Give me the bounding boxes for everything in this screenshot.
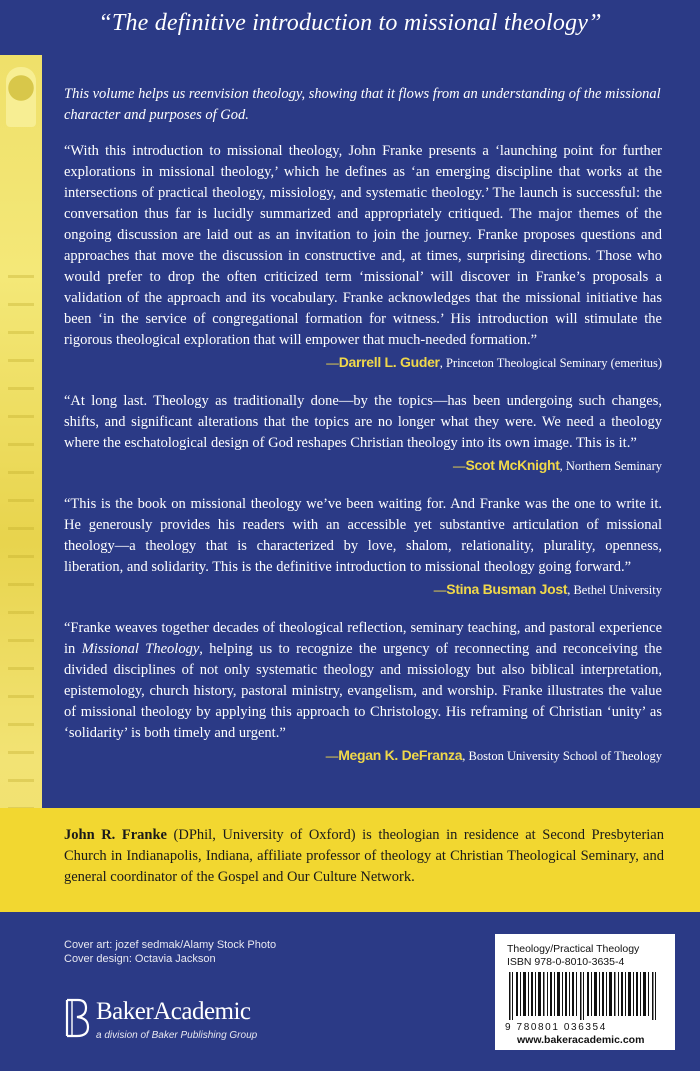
subject-category: Theology/Practical Theology xyxy=(507,943,640,955)
endorser-name: Darrell L. Guder xyxy=(338,354,440,370)
barcode-box xyxy=(495,934,675,1050)
publisher-url: www.bakeracademic.com xyxy=(517,1034,645,1046)
right-edge xyxy=(680,58,700,808)
publisher-logo xyxy=(64,998,257,1041)
isbn-text: ISBN 978-0-8010-3635-4 xyxy=(507,956,625,968)
cover-tagline: “The definitive introduction to missional theology” xyxy=(98,10,602,36)
endorser-affiliation: , Northern Seminary xyxy=(559,459,662,473)
attribution-dash: — xyxy=(453,459,466,473)
publisher-b-icon xyxy=(64,998,90,1038)
endorsement-defranza-attribution xyxy=(64,745,662,767)
endorsement-guder-text: “With this introduction to missional theology, John Franke presents a ‘launching point for further explorations in missional theology,’ which he defines as ‘an emerging discipline that works at the intersections of practical theology, missiology, and systematic theology.’ The launch is successful: the conversation thus far is lucidly summarized and appropriately critiqued. The major themes of the ongoing discussion are laid out as an invitation to join the journey. Franke proposes questions and approaches that move the discussion in constructive and, at times, surprising directions. Those who would prefer to drop the often criticized term ‘missional’ will discover in Franke’s proposals a validation of the approach and its vocabulary. Franke acknowledges that the missional initiative has been ‘in the service of congregational formation for witness.’ His introduction will stimulate the rigorous theological exploration that will empower that much-needed formation.” xyxy=(64,143,662,348)
barcode-digits: 9 780801 036354 xyxy=(505,1022,607,1033)
endorser-affiliation: , Princeton Theological Seminary (emeritus) xyxy=(439,356,662,370)
attribution-dash: — xyxy=(325,749,339,763)
back-cover-footer xyxy=(0,912,700,1071)
endorsements-panel xyxy=(42,58,680,808)
quote-part: , helping us to recognize the urgency of reconnecting and reconceiving the divided disciplines of not only systematic theology and missiology but also biblical interpretation, epistemology, church history, pastoral ministry, evangelism, and worship. Franke illustrates the value of missional theology by applying this approach to Christology. His reframing of Christian ‘unity’ as ‘solidarity’ is both timely and urgent.” xyxy=(64,641,662,741)
author-bio-text: (DPhil, University of Oxford) is theologian in residence at Second Presbyterian Church in Indianapolis, Indiana, affiliate professor of theology at Christian Theological Seminary, and general coordinator of the Gospel and Our Culture Network. xyxy=(64,827,664,885)
endorsement-mcknight-attribution xyxy=(64,455,662,477)
barcode-icon xyxy=(507,972,663,1020)
endorsement-defranza-text xyxy=(64,618,662,744)
quote-part: “Franke weaves together decades of theological reflection, seminary teaching, and pastoral experience in xyxy=(64,620,662,657)
author-bio xyxy=(64,825,664,888)
lede-text: This volume helps us reenvision theology, showing that it flows from an understanding of the missional character and purposes of God. xyxy=(64,86,661,123)
endorser-affiliation: , Boston University School of Theology xyxy=(462,749,662,763)
attribution-dash: — xyxy=(433,583,447,597)
cover-design-credit: Cover design: Octavia Jackson xyxy=(64,953,216,965)
endorser-name: Megan K. DeFranza xyxy=(338,747,463,763)
endorser-affiliation: , Bethel University xyxy=(567,583,662,597)
author-bio-band xyxy=(0,808,700,912)
endorsement-jost-text: “This is the book on missional theology we’ve been waiting for. And Franke was the one to write it. He generously provides his readers with an accessible yet substantive articulation of missional theology—a theology that is characterized by love, shalom, relationality, plurality, openness, liberation, and solidarity. This is the definitive introduction to missional theology going forward.” xyxy=(64,496,662,575)
publisher-name: BakerAcademic xyxy=(96,998,251,1025)
attribution-dash: — xyxy=(326,356,339,370)
book-title: Missional Theology xyxy=(81,641,200,657)
cover-art-credit: Cover art: jozef sedmak/Alamy Stock Photo xyxy=(64,939,277,951)
author-name: John R. Franke xyxy=(64,827,167,843)
cover-art-strip xyxy=(0,55,42,935)
endorsement-guder-attribution xyxy=(64,352,662,374)
endorsement-mcknight-text: “At long last. Theology as traditionally done—by the topics—has been undergoing such changes, shifts, and significant alterations that the topics are no longer what they were. We need a theology where the eschatological design of God reshapes Christian theology into its own image. This is it.” xyxy=(64,393,662,451)
cover-credits xyxy=(64,938,276,966)
endorser-name: Scot McKnight xyxy=(465,457,560,473)
publisher-division: a division of Baker Publishing Group xyxy=(96,1030,258,1041)
endorsement-jost-attribution xyxy=(64,579,662,601)
endorser-name: Stina Busman Jost xyxy=(446,581,568,597)
